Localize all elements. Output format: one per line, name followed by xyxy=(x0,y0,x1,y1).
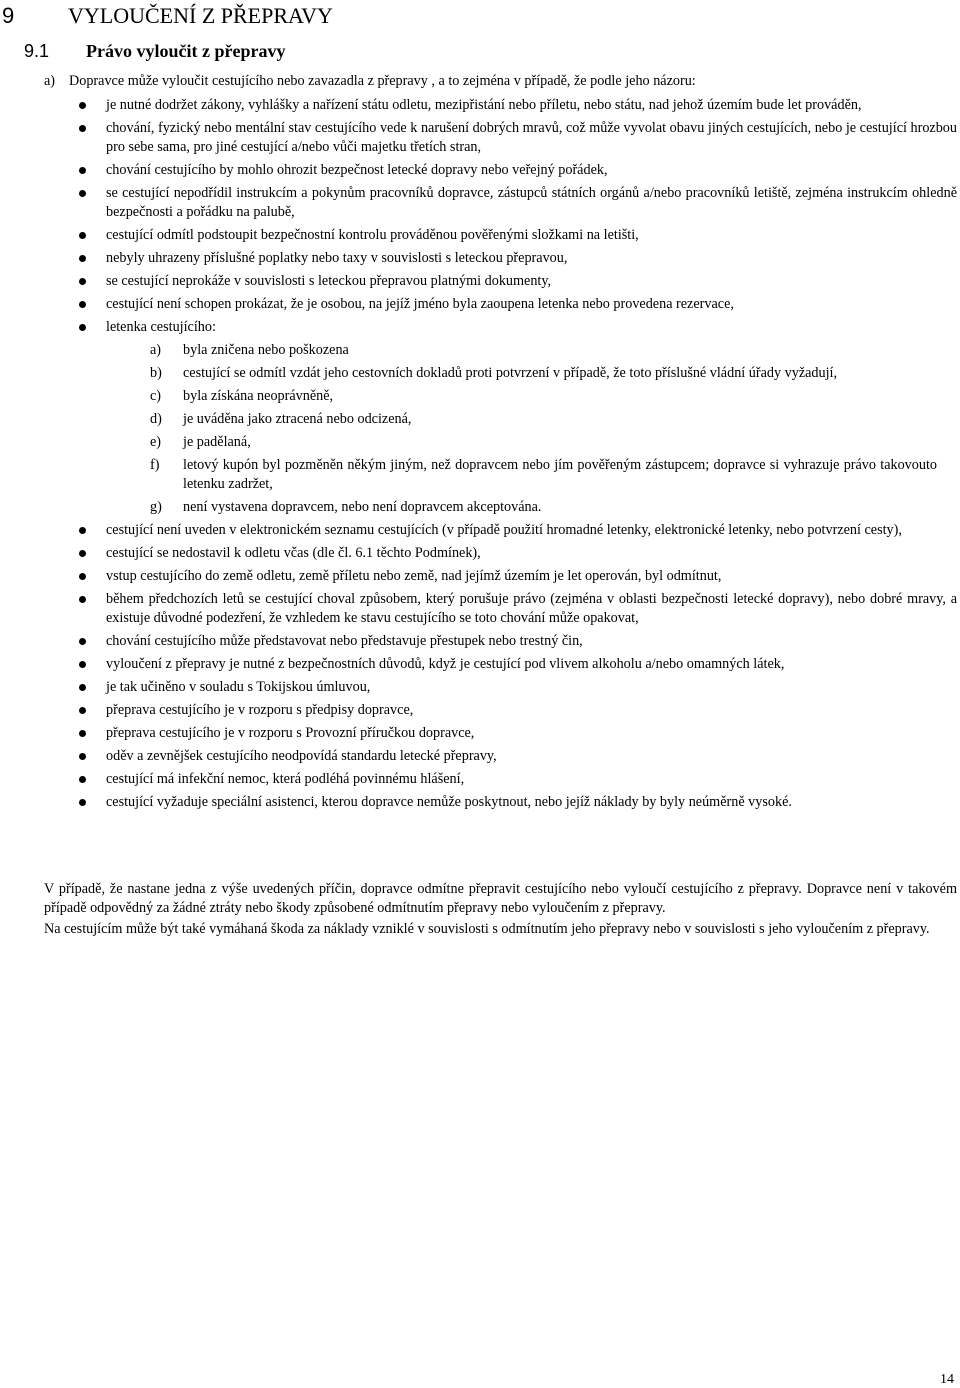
closing-paragraph: Na cestujícím může být také vymáhaná škoda za náklady vzniklé v souvislosti s odmítnutím jeho přepravy nebo v souvislosti s jeho vyloučením z přepravy. xyxy=(44,921,930,937)
bullet-icon xyxy=(79,527,86,534)
sub-list-item xyxy=(106,410,957,429)
list-item xyxy=(0,793,960,812)
list-item-text: chování cestujícího může představovat nebo představuje přestupek nebo trestný čin, xyxy=(106,633,583,649)
bullet-icon xyxy=(79,278,86,285)
page-number: 14 xyxy=(940,1372,954,1387)
bullet-icon xyxy=(79,190,86,197)
bullet-icon xyxy=(79,232,86,239)
sub-list-item xyxy=(106,387,957,406)
list-item-text: cestující má infekční nemoc, která podléhá povinnému hlášení, xyxy=(106,771,465,787)
list-item-text: během předchozích letů se cestující choval způsobem, který porušuje právo (zejména v oblasti bezpečnosti letecké dopravy), nebo dobré mravy, a existuje důvodné podezření, že vzhledem ke stavu cestujícího se toto chování může opakovat, xyxy=(106,591,957,626)
subsection-title: Právo vyloučit z přepravy xyxy=(86,41,286,61)
list-item xyxy=(0,590,960,628)
bullet-icon xyxy=(79,167,86,174)
list-item-text: přeprava cestujícího je v rozporu s Provozní příručkou dopravce, xyxy=(106,725,475,741)
section-heading xyxy=(0,2,333,30)
list-item xyxy=(0,161,960,180)
list-item xyxy=(0,770,960,789)
bullet-icon xyxy=(79,638,86,645)
bullet-icon xyxy=(79,799,86,806)
ticket-subitems-list xyxy=(106,341,957,517)
list-item xyxy=(0,119,960,157)
section-title: VYLOUČENÍ Z PŘEPRAVY xyxy=(68,3,333,28)
list-item-text: vstup cestujícího do země odletu, země příletu nebo země, nad jejímž územím je let operován, byl odmítnut, xyxy=(106,568,722,584)
subsection-heading xyxy=(24,40,285,62)
list-item xyxy=(0,295,960,314)
bullet-icon xyxy=(79,255,86,262)
sub-item-label: a) xyxy=(150,342,162,358)
list-item-text: chování cestujícího by mohlo ohrozit bezpečnost letecké dopravy nebo veřejný pořádek, xyxy=(106,162,608,178)
list-item-text: vyloučení z přepravy je nutné z bezpečnostních důvodů, když je cestující pod vlivem alkoholu a/nebo omamných látek, xyxy=(106,656,785,672)
sub-list-item xyxy=(106,433,957,452)
list-item xyxy=(0,249,960,268)
sub-item-label: f) xyxy=(150,457,160,473)
list-item-text: chování, fyzický nebo mentální stav cestujícího vede k narušení dobrých mravů, což může vyvolat obavu jiných cestujících, nebo je cestující hrozbou pro sebe sama, pro jiné cestující a/nebo vůči majetku třetích stran, xyxy=(106,120,957,155)
list-item xyxy=(0,96,960,115)
closing-paragraph: V případě, že nastane jedna z výše uvedených příčin, dopravce odmítne přepravit cestujícího nebo vyloučí cestujícího z přepravy. Dopravce není v takovém případě odpovědný za žádné ztráty nebo škody způsobené odmítnutím přepravy nebo vyloučením z přepravy. xyxy=(44,881,957,916)
list-item xyxy=(0,521,960,540)
bullet-icon xyxy=(79,102,86,109)
list-item-text: je nutné dodržet zákony, vyhlášky a nařízení státu odletu, mezipřistání nebo příletu, nebo státu, nad jehož územím bude let prováděn, xyxy=(106,97,862,113)
sub-item-label: c) xyxy=(150,388,162,404)
list-item-text: se cestující neprokáže v souvislosti s leteckou přepravou platnými dokumenty, xyxy=(106,273,552,289)
sub-item-label: d) xyxy=(150,411,162,427)
list-item xyxy=(0,655,960,674)
list-item xyxy=(0,318,960,517)
list-item xyxy=(0,544,960,563)
bullet-icon xyxy=(79,661,86,668)
list-item xyxy=(0,272,960,291)
closing-paragraphs xyxy=(44,880,957,941)
bullet-icon xyxy=(79,550,86,557)
sub-list-item xyxy=(106,498,957,517)
list-item-text: nebyly uhrazeny příslušné poplatky nebo taxy v souvislosti s leteckou přepravou, xyxy=(106,250,568,266)
list-item xyxy=(0,701,960,720)
list-item-text: cestující není schopen prokázat, že je osobou, na jejíž jméno byla zaoupena letenka nebo provedena rezervace, xyxy=(106,296,734,312)
bullet-icon xyxy=(79,730,86,737)
sub-item-text: letový kupón byl pozměněn někým jiným, než dopravcem nebo jím pověřeným zástupcem; dopravce si vyhrazuje právo takovouto letenku zadržet, xyxy=(183,457,937,492)
list-item xyxy=(0,747,960,766)
list-item-text: cestující se nedostavil k odletu včas (dle čl. 6.1 těchto Podmínek), xyxy=(106,545,481,561)
list-item xyxy=(0,678,960,697)
section-number: 9 xyxy=(2,3,15,28)
sub-item-label: g) xyxy=(150,499,162,515)
subsection-number: 9.1 xyxy=(24,41,50,61)
list-item xyxy=(0,632,960,651)
list-item-text: letenka cestujícího: xyxy=(106,319,216,335)
sub-list-item xyxy=(106,456,957,494)
sub-item-text: je padělaná, xyxy=(183,434,251,450)
list-item xyxy=(0,226,960,245)
list-item xyxy=(0,567,960,586)
sub-item-label: b) xyxy=(150,365,162,381)
list-item-text: je tak učiněno v souladu s Tokijskou úmluvou, xyxy=(106,679,371,695)
sub-item-text: byla zničena nebo poškozena xyxy=(183,342,349,358)
intro-paragraph xyxy=(44,72,932,91)
list-item xyxy=(0,184,960,222)
list-item-text: cestující není uveden v elektronickém seznamu cestujících (v případě použití hromadné letenky, elektronické letenky, nebo potvrzení cesty), xyxy=(106,522,902,538)
sub-item-text: cestující se odmítl vzdát jeho cestovních dokladů proti potvrzení v případě, že toto příslušné vládní úřady vyžadují, xyxy=(183,365,838,381)
sub-item-text: není vystavena dopravcem, nebo není dopravcem akceptována. xyxy=(183,499,542,515)
bullet-icon xyxy=(79,573,86,580)
sub-list-item xyxy=(106,364,957,383)
bullet-icon xyxy=(79,324,86,331)
list-item xyxy=(0,724,960,743)
sub-item-text: je uváděna jako ztracená nebo odcizená, xyxy=(183,411,412,427)
bullet-icon xyxy=(79,125,86,132)
intro-text: Dopravce může vyloučit cestujícího nebo zavazadla z přepravy , a to zejména v případě, že podle jeho názoru: xyxy=(69,73,696,89)
exclusion-reasons-list xyxy=(0,96,960,816)
bullet-icon xyxy=(79,707,86,714)
bullet-icon xyxy=(79,753,86,760)
bullet-icon xyxy=(79,596,86,603)
bullet-icon xyxy=(79,301,86,308)
list-item-text: přeprava cestujícího je v rozporu s předpisy dopravce, xyxy=(106,702,414,718)
bullet-icon xyxy=(79,684,86,691)
list-item-text: oděv a zevnějšek cestujícího neodpovídá standardu letecké přepravy, xyxy=(106,748,497,764)
list-item-text: cestující odmítl podstoupit bezpečnostní kontrolu prováděnou pověřenými složkami na letišti, xyxy=(106,227,639,243)
sub-item-label: e) xyxy=(150,434,162,450)
sub-list-item xyxy=(106,341,957,360)
sub-item-text: byla získána neoprávněně, xyxy=(183,388,334,404)
list-item-text: se cestující nepodřídil instrukcím a pokynům pracovníků dopravce, zástupců státních orgánů a/nebo pracovníků letiště, zejména instrukcím ohledně bezpečnosti a pořádku na palubě, xyxy=(106,185,957,220)
list-item-text: cestující vyžaduje speciální asistenci, kterou dopravce nemůže poskytnout, nebo jejíž náklady by byly neúměrně vysoké. xyxy=(106,794,792,810)
bullet-icon xyxy=(79,776,86,783)
intro-label: a) xyxy=(44,73,56,89)
